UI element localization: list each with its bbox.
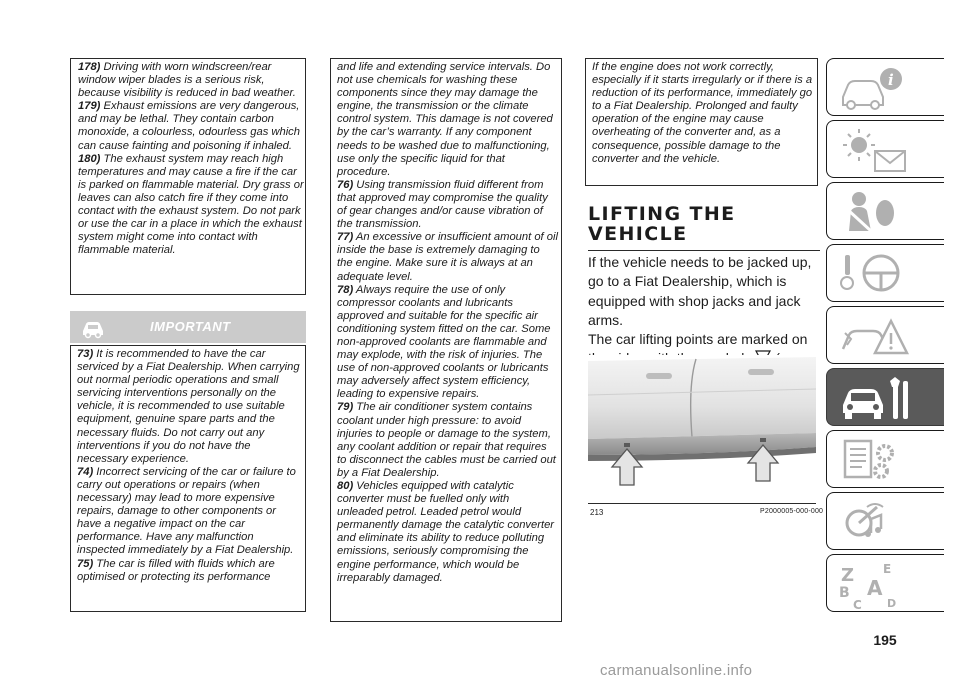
multimedia-icon: [837, 497, 917, 547]
tab-starting-driving[interactable]: [826, 244, 944, 302]
note-77: 77) An excessive or insufficient amount of oil inside the base is extremely damaging to the engine. Make sure it is always at an adequate level.: [337, 231, 558, 283]
figure-code: P2000005-000-000: [760, 508, 824, 515]
svg-text:Z: Z: [841, 565, 855, 586]
svg-text:E: E: [883, 562, 892, 576]
figure-caption-rule: [588, 503, 816, 504]
tab-safety[interactable]: [826, 182, 944, 240]
important-banner: [70, 311, 306, 343]
car-wrench-icon: [80, 315, 106, 339]
important-label: IMPORTANT: [150, 319, 231, 334]
tab-warning-lights[interactable]: [826, 120, 944, 178]
section-heading-line-2: VEHICLE: [588, 223, 688, 245]
lifting-points-figure: [588, 355, 816, 503]
engine-note: If the engine does not work correctly, especially if it starts irregularly or if there is a reduction of its performance, immediately go to a Fiat Dealership. Prolonged and faulty operation of the engine may cause overheating of the converter and, as a consequence, possible damage to the converter and the vehicle.: [592, 61, 813, 165]
tab-maintenance[interactable]: [826, 368, 944, 426]
car-maintenance-icon: [837, 373, 917, 423]
important-notes-continued-box: [330, 58, 562, 622]
note-75: 75) The car is filled with fluids which are optimised or protecting its performance: [77, 557, 275, 583]
note-179: 179) Exhaust emissions are very dangerous, and may be lethal. They contain carbon monoxide, a colourless, odourless gas which can cause fainting and poisoning if inhaled.: [78, 100, 301, 152]
tab-car-info[interactable]: [826, 58, 944, 116]
tab-emergency[interactable]: [826, 306, 944, 364]
tab-technical-data[interactable]: [826, 430, 944, 488]
lifting-paragraph-2: The car lifting points are marked on: [588, 330, 824, 388]
engine-note-box: [585, 58, 818, 186]
svg-text:A: A: [867, 576, 883, 600]
note-78: 78) Always require the use of only compressor coolants and lubricants approved and suitable for the specific air conditioning system fitted on the car. Some non-approved coolants are flammable and may explode, with the risk of injuries. The use of non-approved coolants or lubricants may adversely affect system efficiency, leading to expensive repairs.: [337, 283, 551, 401]
warning-lights-icon: [837, 125, 917, 175]
page-number: 195: [873, 632, 897, 648]
section-heading: [588, 204, 820, 251]
note-76: 76) Using transmission fluid different from that approved may compromise the quality of gear changes and/or cause vibration of the transmission.: [337, 178, 548, 231]
lifting-paragraph-1: If the vehicle needs to be jacked up, go to a Fiat Dealership, which is equipped with shop jacks and jack arms.: [588, 254, 812, 328]
technical-data-icon: [837, 435, 917, 485]
note-74: 74) Incorrect servicing of the car or failure to carry out operations or repairs (when necessary) may lead to more expensive repairs, damage to other components or have a negative impact on the car performance. Have any malfunction inspected immediately by a Fiat Dealership.: [77, 465, 296, 557]
starting-driving-icon: [837, 249, 917, 299]
tab-multimedia[interactable]: [826, 492, 944, 550]
important-notes-box: [70, 345, 306, 612]
tab-index[interactable]: [826, 554, 944, 612]
note-80: 80) Vehicles equipped with catalytic converter must be fuelled only with unleaded petrol. Leaded petrol would permanently damage the catalytic converter and eliminate its ability to reduce polluting emissions, seriously compromising the engine performance, which would be irreparably damaged.: [337, 480, 555, 584]
section-heading-line-1: LIFTING THE: [588, 203, 736, 225]
svg-text:B: B: [839, 585, 850, 601]
warning-notes-box: [70, 58, 306, 295]
emergency-icon: [837, 311, 917, 361]
note-180: 180) The exhaust system may reach high temperatures and may cause a fire if the car is parked on flammable material. Dry grass or leaves can also catch fire if they come into contact with the exhaust system. Do not park or use the car in a place in which the exhaust system might come into contact with flammable material.: [78, 152, 304, 257]
watermark: carmanualsonline.info: [600, 662, 753, 679]
svg-text:C: C: [853, 598, 862, 612]
note-75-continued: and life and extending service intervals. Do not use chemicals for washing these components since they may damage the engine, the transmission or the climate control system. This damage is not covered by the car’s warranty. If any component needs to be washed due to malfunctioning, use only the specific liquid for that procedure.: [337, 61, 553, 178]
airbag-safety-icon: [837, 187, 917, 237]
index-icon: [837, 559, 917, 612]
car-side-lifting-illustration: [588, 355, 816, 503]
car-info-icon: [837, 63, 907, 113]
note-73: 73) It is recommended to have the car serviced by a Fiat Dealership. When carrying out normal periodic operations and small servicing interventions personally on the vehicle, it is recommended to use suitable equipment, genuine spare parts and the necessary fluids. Do not carry out any interventions if you do not have the necessary experience.: [77, 348, 300, 465]
svg-text:D: D: [887, 597, 897, 610]
figure-number: 213: [590, 508, 604, 517]
svg-text:i: i: [888, 71, 894, 89]
note-178: 178) Driving with worn windscreen/rear window wiper blades is a serious risk, because visibility is reduced in bad weather.: [78, 61, 296, 100]
note-79: 79) The air conditioner system contains coolant under high pressure: to avoid injuries to people or damage to the system, any coolant addition or repair that requires to disconnect the cables must be carried out by a Fiat Dealership.: [337, 401, 556, 479]
